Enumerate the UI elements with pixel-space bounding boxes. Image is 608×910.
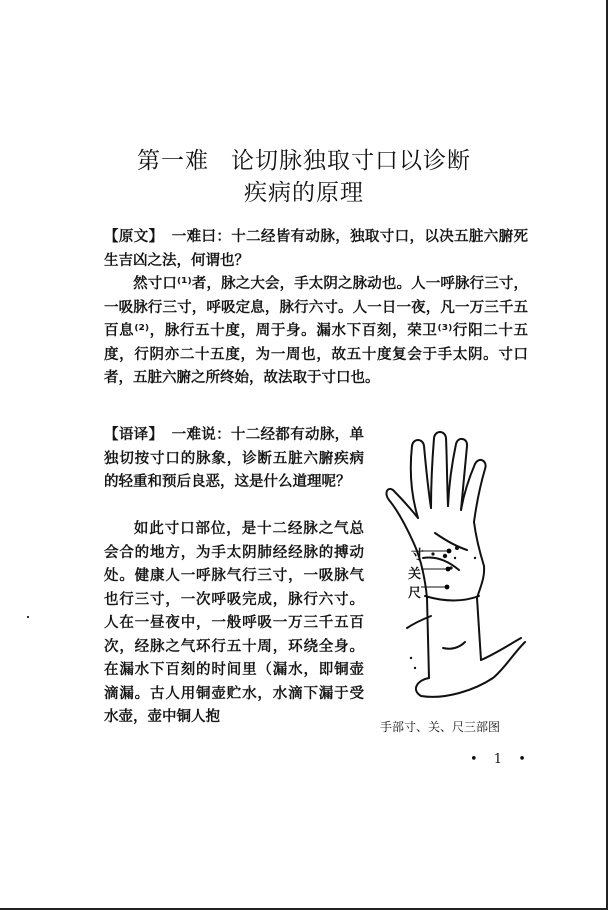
page-number: • 1 • [470,752,532,767]
translation-answer [104,518,364,730]
original-text-line1: 一难曰：十二经皆有动脉，独取寸口，以决五脏六腑死生吉凶之法，何谓也？ [104,229,529,269]
guan-label: 关 [408,567,422,582]
original-text-tag: 【原文】 [104,229,164,245]
chapter-title-line2: 疾病的原理 [244,180,364,206]
translation-question [104,424,364,495]
chi-label: 尺 [408,586,422,601]
translation-body: 如此寸口部位，是十二经脉之气总会合的地方，为手太阴肺经经脉的搏动处。健康人一呼脉气行三寸，一吸脉气也行三寸，一次呼吸完成，脉行六寸。人在一昼夜中，一般呼吸一万三千五百次，经脉之气环行五十周，环绕全身。在漏水下百刻的时间里（漏水，即铜壶滴漏。古人用铜壶贮水，水滴下漏于受水壶，壶中铜人抱 [104,521,364,725]
chapter-title-line1: 论切脉独取寸口以诊断 [231,148,471,174]
original-text-segment: 者，脉之大会，手太阴之脉动也。人一呼脉行三寸，一吸脉行三寸，呼吸定息，脉行六寸。人一日一夜，凡一万三千五百息 [104,276,529,339]
footnote-mark-1: ⁽¹⁾ [177,276,192,292]
translation-tag: 【语译】 [104,427,164,443]
cun-label: 寸 [411,548,425,563]
footnote-mark-2: ⁽²⁾ [134,323,150,339]
original-text-segment: 然寸口 [133,276,177,292]
chapter-number: 第一难 [137,148,209,174]
original-text-segment: 行阳二十五度，行阴亦二十五度，为一周也，故五十度复会于手太阴。寸口者，五脏六腑之所终始，故法取于寸口也。 [104,323,529,386]
figure-caption: 手部寸、关、尺三部图 [380,720,501,734]
chapter-title [0,142,608,175]
original-text-answer [104,273,528,391]
translation-line1: 一难说：十二经都有动脉，单独切按寸口的脉象，诊断五脏六腑疾病的轻重和预后良恶，这是什么道理呢？ [104,427,365,490]
original-text-segment: ，脉行五十度，周于身。漏水下百刻，荣卫 [149,323,438,339]
scan-speck [27,616,29,618]
footnote-mark-3: ⁽³⁾ [437,323,453,339]
original-text-question [104,226,528,273]
